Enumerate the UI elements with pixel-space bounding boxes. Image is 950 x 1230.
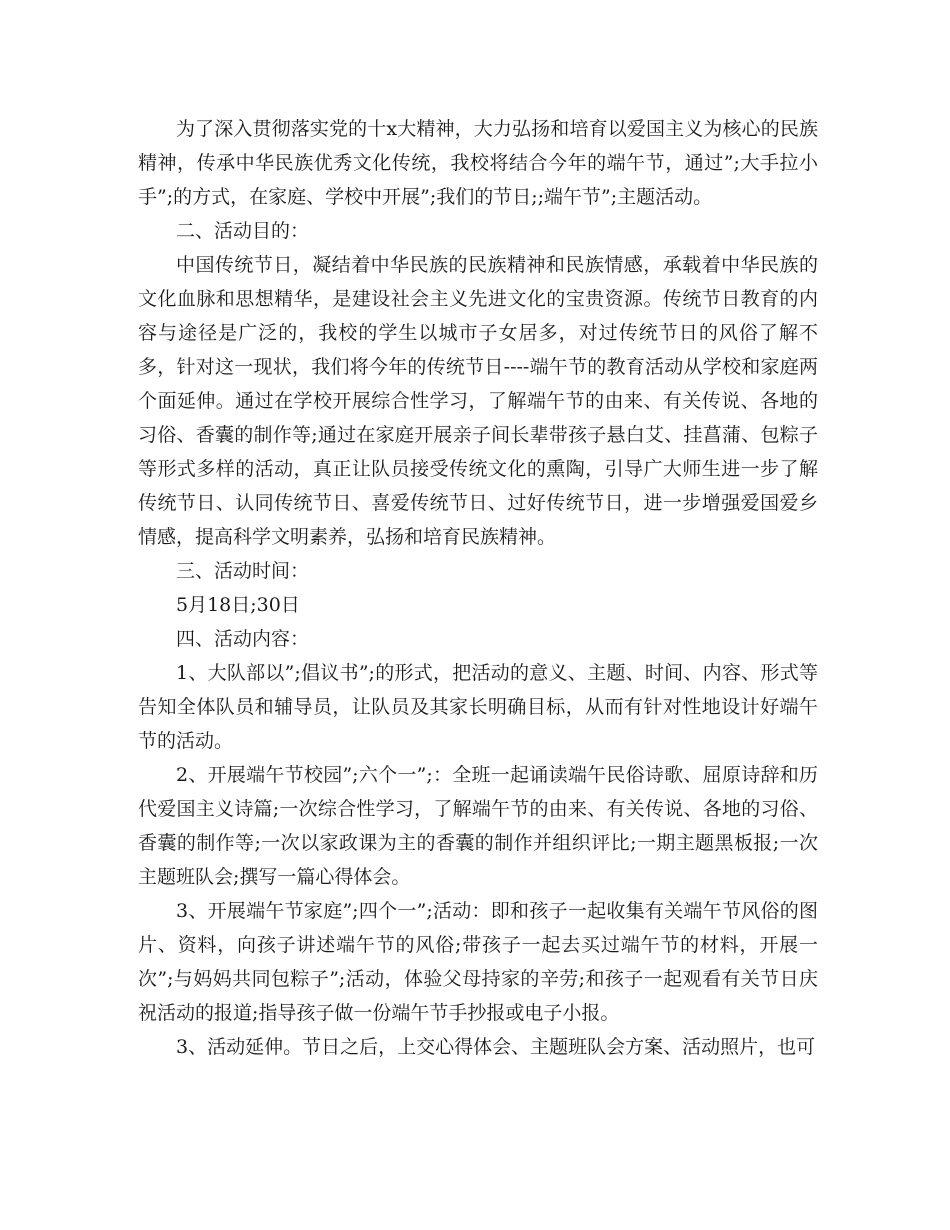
document-body xyxy=(138,112,818,1064)
section-heading-content: 四、活动内容： xyxy=(176,628,310,650)
section-heading-time: 三、活动时间： xyxy=(176,560,310,582)
intro-paragraph: 为了深入贯彻落实党的十x大精神，大力弘扬和培育以爱国主义为核心的民族精神，传承中华民族优秀文化传统，我校将结合今年的端午节，通过”;大手拉小手”;的方式，在家庭、学校中开展”;我们的节日;;端午节”;主题活动。 xyxy=(138,118,818,208)
purpose-paragraph: 中国传统节日，凝结着中华民族的民族精神和民族情感，承载着中华民族的文化血脉和思想精华，是建设社会主义先进文化的宝贵资源。传统节日教育的内容与途径是广泛的，我校的学生以城市子女居多，对过传统节日的风俗了解不多，针对这一现状，我们将今年的传统节日----端午节的教育活动从学校和家庭两个面延伸。通过在学校开展综合性学习，了解端午节的由来、有关传说、各地的习俗、香囊的制作等;通过在家庭开展亲子间长辈带孩子悬白艾、挂菖蒲、包粽子等形式多样的活动，真正让队员接受传统文化的熏陶，引导广大师生进一步了解传统节日、认同传统节日、喜爱传统节日、过好传统节日，进一步增强爱国爱乡情感，提高科学文明素养，弘扬和培育民族精神。 xyxy=(138,254,818,548)
section-heading-purpose: 二、活动目的： xyxy=(176,220,310,242)
content-item-3: 3、开展端午节家庭”;四个一”;活动：即和孩子一起收集有关端午节风俗的图片、资料，向孩子讲述端午节的风俗;带孩子一起去买过端午节的材料，开展一次”;与妈妈共同包粽子”;活动，体验父母持家的辛劳;和孩子一起观看有关节日庆祝活动的报道;指导孩子做一份端午节手抄报或电子小报。 xyxy=(138,900,818,1024)
content-item-1: 1、大队部以”;倡议书”;的形式，把活动的意义、主题、时间、内容、形式等告知全体队员和辅导员，让队员及其家长明确目标，从而有针对性地设计好端午节的活动。 xyxy=(138,662,818,752)
content-item-2: 2、开展端午节校园”;六个一”;：全班一起诵读端午民俗诗歌、屈原诗辞和历代爱国主义诗篇;一次综合性学习，了解端午节的由来、有关传说、各地的习俗、香囊的制作等;一次以家政课为主的香囊的制作并组织评比;一期主题黑板报;一次主题班队会;撰写一篇心得体会。 xyxy=(138,764,818,888)
content-item-extension: 3、活动延伸。节日之后，上交心得体会、主题班队会方案、活动照片，也可 xyxy=(176,1036,816,1058)
time-paragraph: 5月18日;30日 xyxy=(176,594,300,616)
